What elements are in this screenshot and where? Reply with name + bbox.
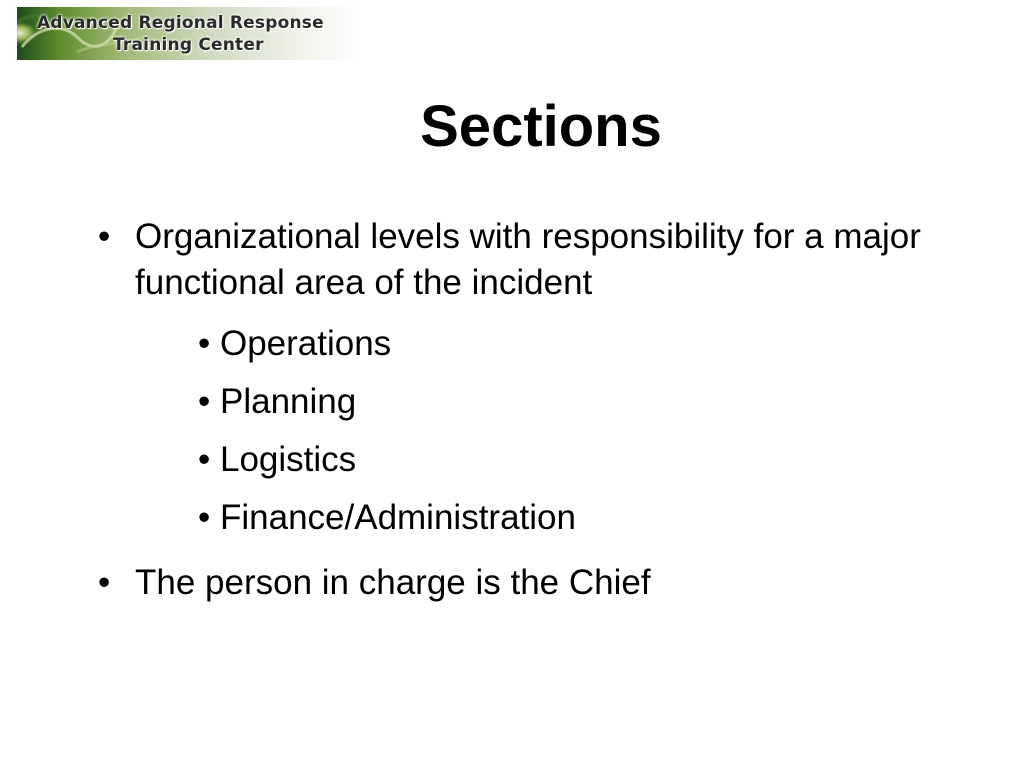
sub-bullet-operations: • Operations (198, 324, 392, 363)
slide-title: Sections (420, 94, 662, 159)
sub-bullet-planning: • Planning (198, 382, 357, 421)
bullet-item (98, 214, 978, 306)
logo-banner (17, 7, 363, 60)
sub-bullet-finance: • Finance/Administration (198, 498, 576, 537)
bullet-marker: • (98, 217, 111, 256)
slide-body (98, 214, 978, 606)
sub-bullet-logistics: • Logistics (198, 440, 357, 479)
bullet-text: Organizational levels with responsibility for a major functional area of the incident (135, 217, 921, 302)
logo-text (17, 7, 363, 60)
logo-subtitle-line: Training Center (113, 35, 264, 55)
sub-bullet-list (98, 315, 978, 547)
bullet-item (98, 560, 978, 606)
bullet-marker: • (98, 563, 111, 602)
bullet-text: The person in charge is the Chief (135, 563, 651, 602)
logo-title-line: Advanced Regional Response (37, 13, 324, 33)
